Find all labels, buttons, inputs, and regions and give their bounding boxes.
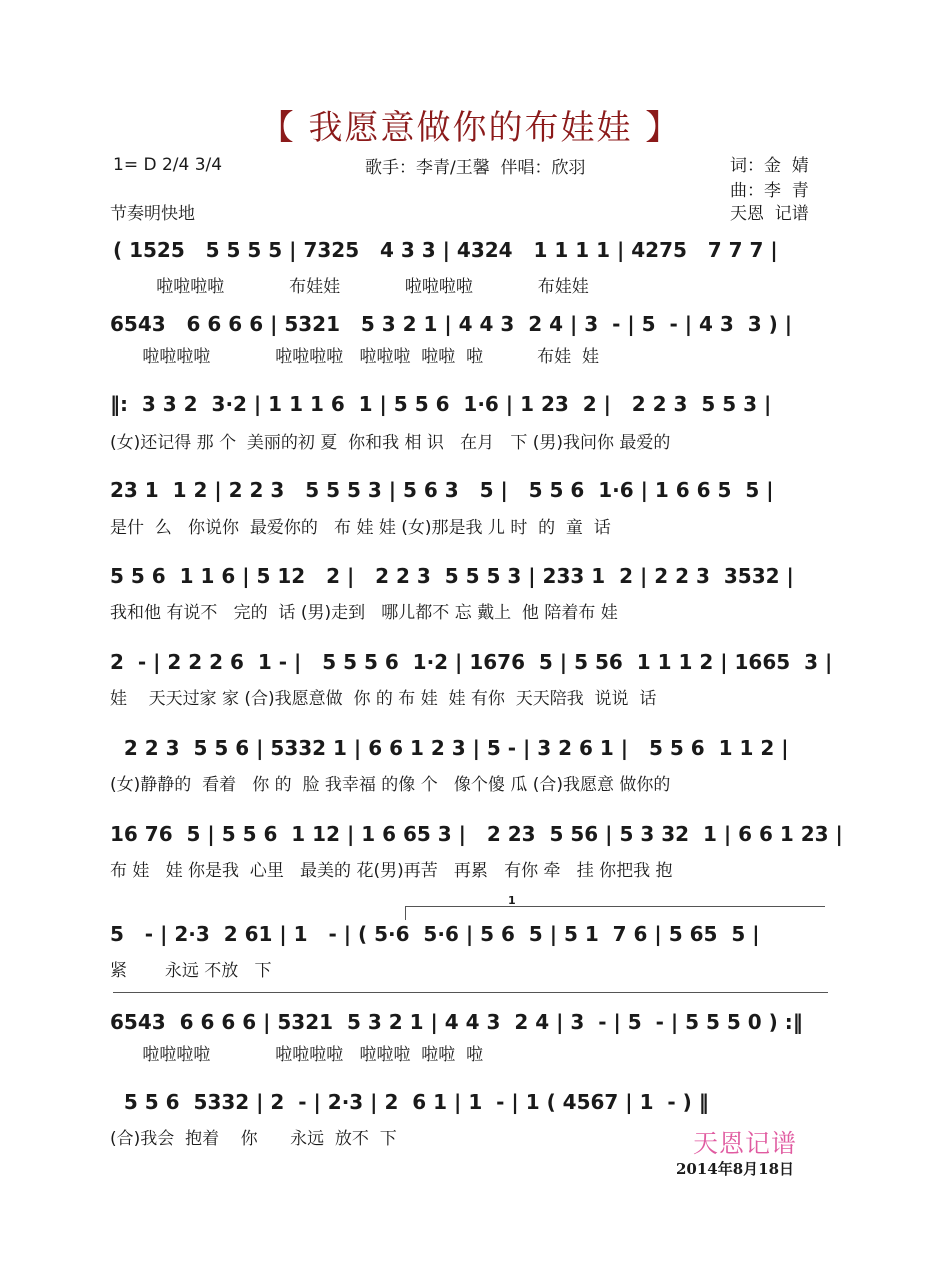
score-row-notes: 23 1 1 2 | 2 2 3 5 5 5 3 | 5 6 3 5 | 5 5 6 1·6 | 1 6 6 5 5 | <box>110 478 774 502</box>
singer-credit: 歌手：李青/王馨 伴唱：欣羽 <box>365 158 586 178</box>
score-row-lyrics: (合)我会 抱着 你 永远 放不 下 <box>110 1129 397 1149</box>
score-row-lyrics: 我和他 有说不 完的 话 (男)走到 哪儿都不 忘 戴上 他 陪着布 娃 <box>110 603 618 623</box>
score-row-notes: 5 - | 2·3 2 61 | 1 - | ( 5·6 5·6 | 5 6 5 | 5 1 7 6 | 5 65 5 | <box>110 922 760 946</box>
volta-bracket <box>405 906 825 907</box>
transcriber-stamp: 天恩记谱 <box>693 1129 798 1158</box>
score-row-notes: ‖: 3 3 2 3·2 | 1 1 1 6 1 | 5 5 6 1·6 | 1 23 2 | 2 2 3 5 5 3 | <box>110 392 772 416</box>
score-row-notes: 16 76 5 | 5 5 6 1 12 | 1 6 65 3 | 2 23 5 56 | 5 3 32 1 | 6 6 1 23 | <box>110 822 843 846</box>
composer-credit: 曲：李 青 <box>730 181 809 201</box>
score-row-notes: 2 2 3 5 5 6 | 5332 1 | 6 6 1 2 3 | 5 - | 3 2 6 1 | 5 5 6 1 1 2 | <box>110 736 789 760</box>
score-row-lyrics: 啦啦啦啦 啦啦啦啦 啦啦啦 啦啦 啦 <box>110 1045 484 1065</box>
tempo-marking: 节奏明快地 <box>110 204 195 224</box>
volta-number: 1 <box>508 894 516 907</box>
transcriber-credit: 天恩 记谱 <box>730 204 809 224</box>
score-row-lyrics: 布 娃 娃 你是我 心里 最美的 花(男)再苦 再累 有你 牵 挂 你把我 抱 <box>110 861 673 881</box>
volta-bracket <box>113 992 828 993</box>
score-row-notes: ( 1525 5 5 5 5 | 7325 4 3 3 | 4324 1 1 1 1 | 4275 7 7 7 | <box>113 238 778 262</box>
score-row-lyrics: 娃 天天过家 家 (合)我愿意做 你 的 布 娃 娃 有你 天天陪我 说说 话 <box>110 689 657 709</box>
volta-bracket-edge <box>405 906 406 920</box>
score-row-lyrics: (女)静静的 看着 你 的 脸 我幸福 的像 个 像个傻 瓜 (合)我愿意 做你的 <box>110 775 671 795</box>
score-row-lyrics: 啦啦啦啦 布娃娃 啦啦啦啦 布娃娃 <box>113 277 589 297</box>
score-row-notes: 6543 6 6 6 6 | 5321 5 3 2 1 | 4 4 3 2 4 | 3 - | 5 - | 5 5 5 0 ) :‖ <box>110 1010 803 1034</box>
song-title: 【 我愿意做你的布娃娃 】 <box>259 108 682 148</box>
date-stamp: 2014年8月18日 <box>676 1160 795 1178</box>
score-row-lyrics: 紧 永远 不放 下 <box>110 961 272 981</box>
score-row-lyrics: (女)还记得 那 个 美丽的初 夏 你和我 相 识 在月 下 (男)我问你 最爱的 <box>110 433 671 453</box>
score-row-lyrics: 是什 么 你说你 最爱你的 布 娃 娃 (女)那是我 儿 时 的 童 话 <box>110 518 611 538</box>
key-signature: 1= D 2/4 3/4 <box>113 155 223 175</box>
score-row-lyrics: 啦啦啦啦 啦啦啦啦 啦啦啦 啦啦 啦 布娃 娃 <box>110 347 599 367</box>
score-row-notes: 6543 6 6 6 6 | 5321 5 3 2 1 | 4 4 3 2 4 | 3 - | 5 - | 4 3 3 ) | <box>110 312 793 336</box>
score-row-notes: 2 - | 2 2 2 6 1 - | 5 5 5 6 1·2 | 1676 5 | 5 56 1 1 1 2 | 1665 3 | <box>110 650 833 674</box>
score-row-notes: 5 5 6 5332 | 2 - | 2·3 | 2 6 1 | 1 - | 1 ( 4567 | 1 - ) ‖ <box>110 1090 709 1114</box>
score-row-notes: 5 5 6 1 1 6 | 5 12 2 | 2 2 3 5 5 5 3 | 233 1 2 | 2 2 3 3532 | <box>110 564 794 588</box>
lyricist-credit: 词：金 婧 <box>730 156 809 176</box>
